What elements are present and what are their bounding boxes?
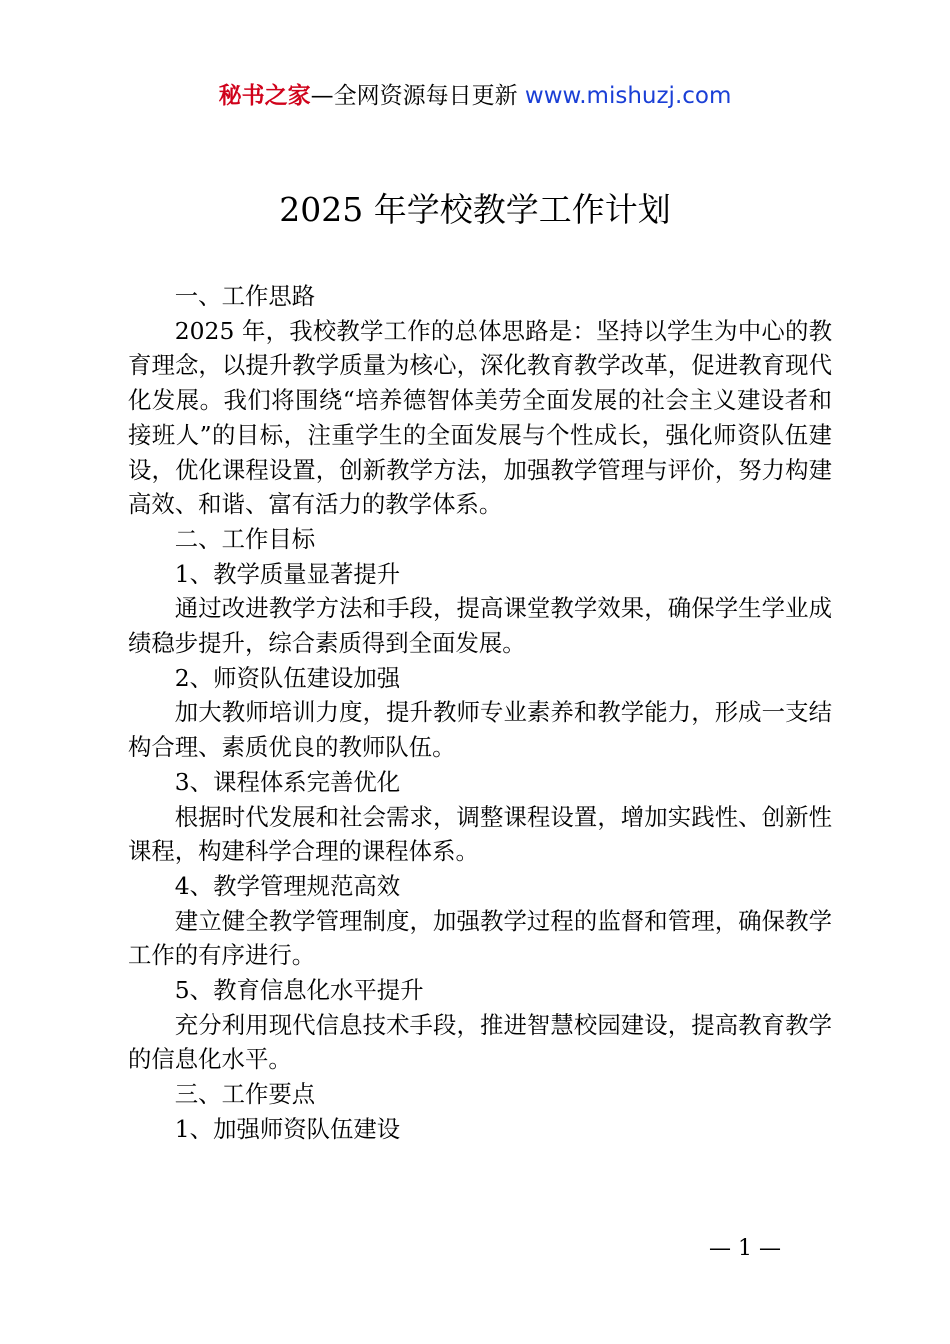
body-paragraph: 充分利用现代信息技术手段，推进智慧校园建设，提高教育教学的信息化水平。 bbox=[128, 1010, 832, 1074]
page-number: — 1 — bbox=[709, 1236, 781, 1261]
site-url-link[interactable]: www.mishuzj.com bbox=[524, 83, 732, 109]
body-paragraph: 根据时代发展和社会需求，调整课程设置，增加实践性、创新性课程，构建科学合理的课程体系。 bbox=[128, 802, 832, 866]
document-body bbox=[128, 279, 832, 1147]
section-heading: 一、工作思路 bbox=[174, 282, 316, 310]
section-heading: 二、工作目标 bbox=[174, 524, 316, 553]
brand-name: 秘书之家 bbox=[218, 83, 311, 109]
body-paragraph: 通过改进教学方法和手段，提高课堂教学效果，确保学生学业成绩稳步提升，综合素质得到全面发展。 bbox=[128, 594, 832, 658]
body-paragraph: 加大教师培训力度，提升教师专业素养和教学能力，形成一支结构合理、素质优良的教师队伍。 bbox=[128, 698, 832, 762]
subsection-heading: 1、加强师资队伍建设 bbox=[174, 1114, 401, 1143]
subsection-heading: 4、教学管理规范高效 bbox=[174, 871, 401, 900]
subsection-heading: 1、教学质量显著提升 bbox=[174, 559, 401, 588]
document-title: 2025 年学校教学工作计划 bbox=[279, 190, 671, 229]
subsection-heading: 5、教育信息化水平提升 bbox=[174, 976, 424, 1005]
subsection-heading: 3、课程体系完善优化 bbox=[174, 767, 401, 796]
subsection-heading: 2、师资队伍建设加强 bbox=[174, 663, 401, 692]
site-header bbox=[0, 80, 950, 112]
body-paragraph: 建立健全教学管理制度，加强教学过程的监督和管理，确保教学工作的有序进行。 bbox=[128, 906, 832, 970]
section-heading: 三、工作要点 bbox=[174, 1080, 316, 1109]
header-tagline: —全网资源每日更新 bbox=[310, 83, 525, 109]
body-paragraph: 2025 年，我校教学工作的总体思路是：坚持以学生为中心的教育理念，以提升教学质量为核心，深化教育教学改革，促进教育现代化发展。我们将围绕“培养德智体美劳全面发展的社会主义建设者和接班人”的目标，注重学生的全面发展与个性成长，强化师资队伍建设，优化课程设置，创新教学方法，加强教学管理与评价，努力构建高效、和谐、富有活力的教学体系。 bbox=[128, 316, 832, 519]
